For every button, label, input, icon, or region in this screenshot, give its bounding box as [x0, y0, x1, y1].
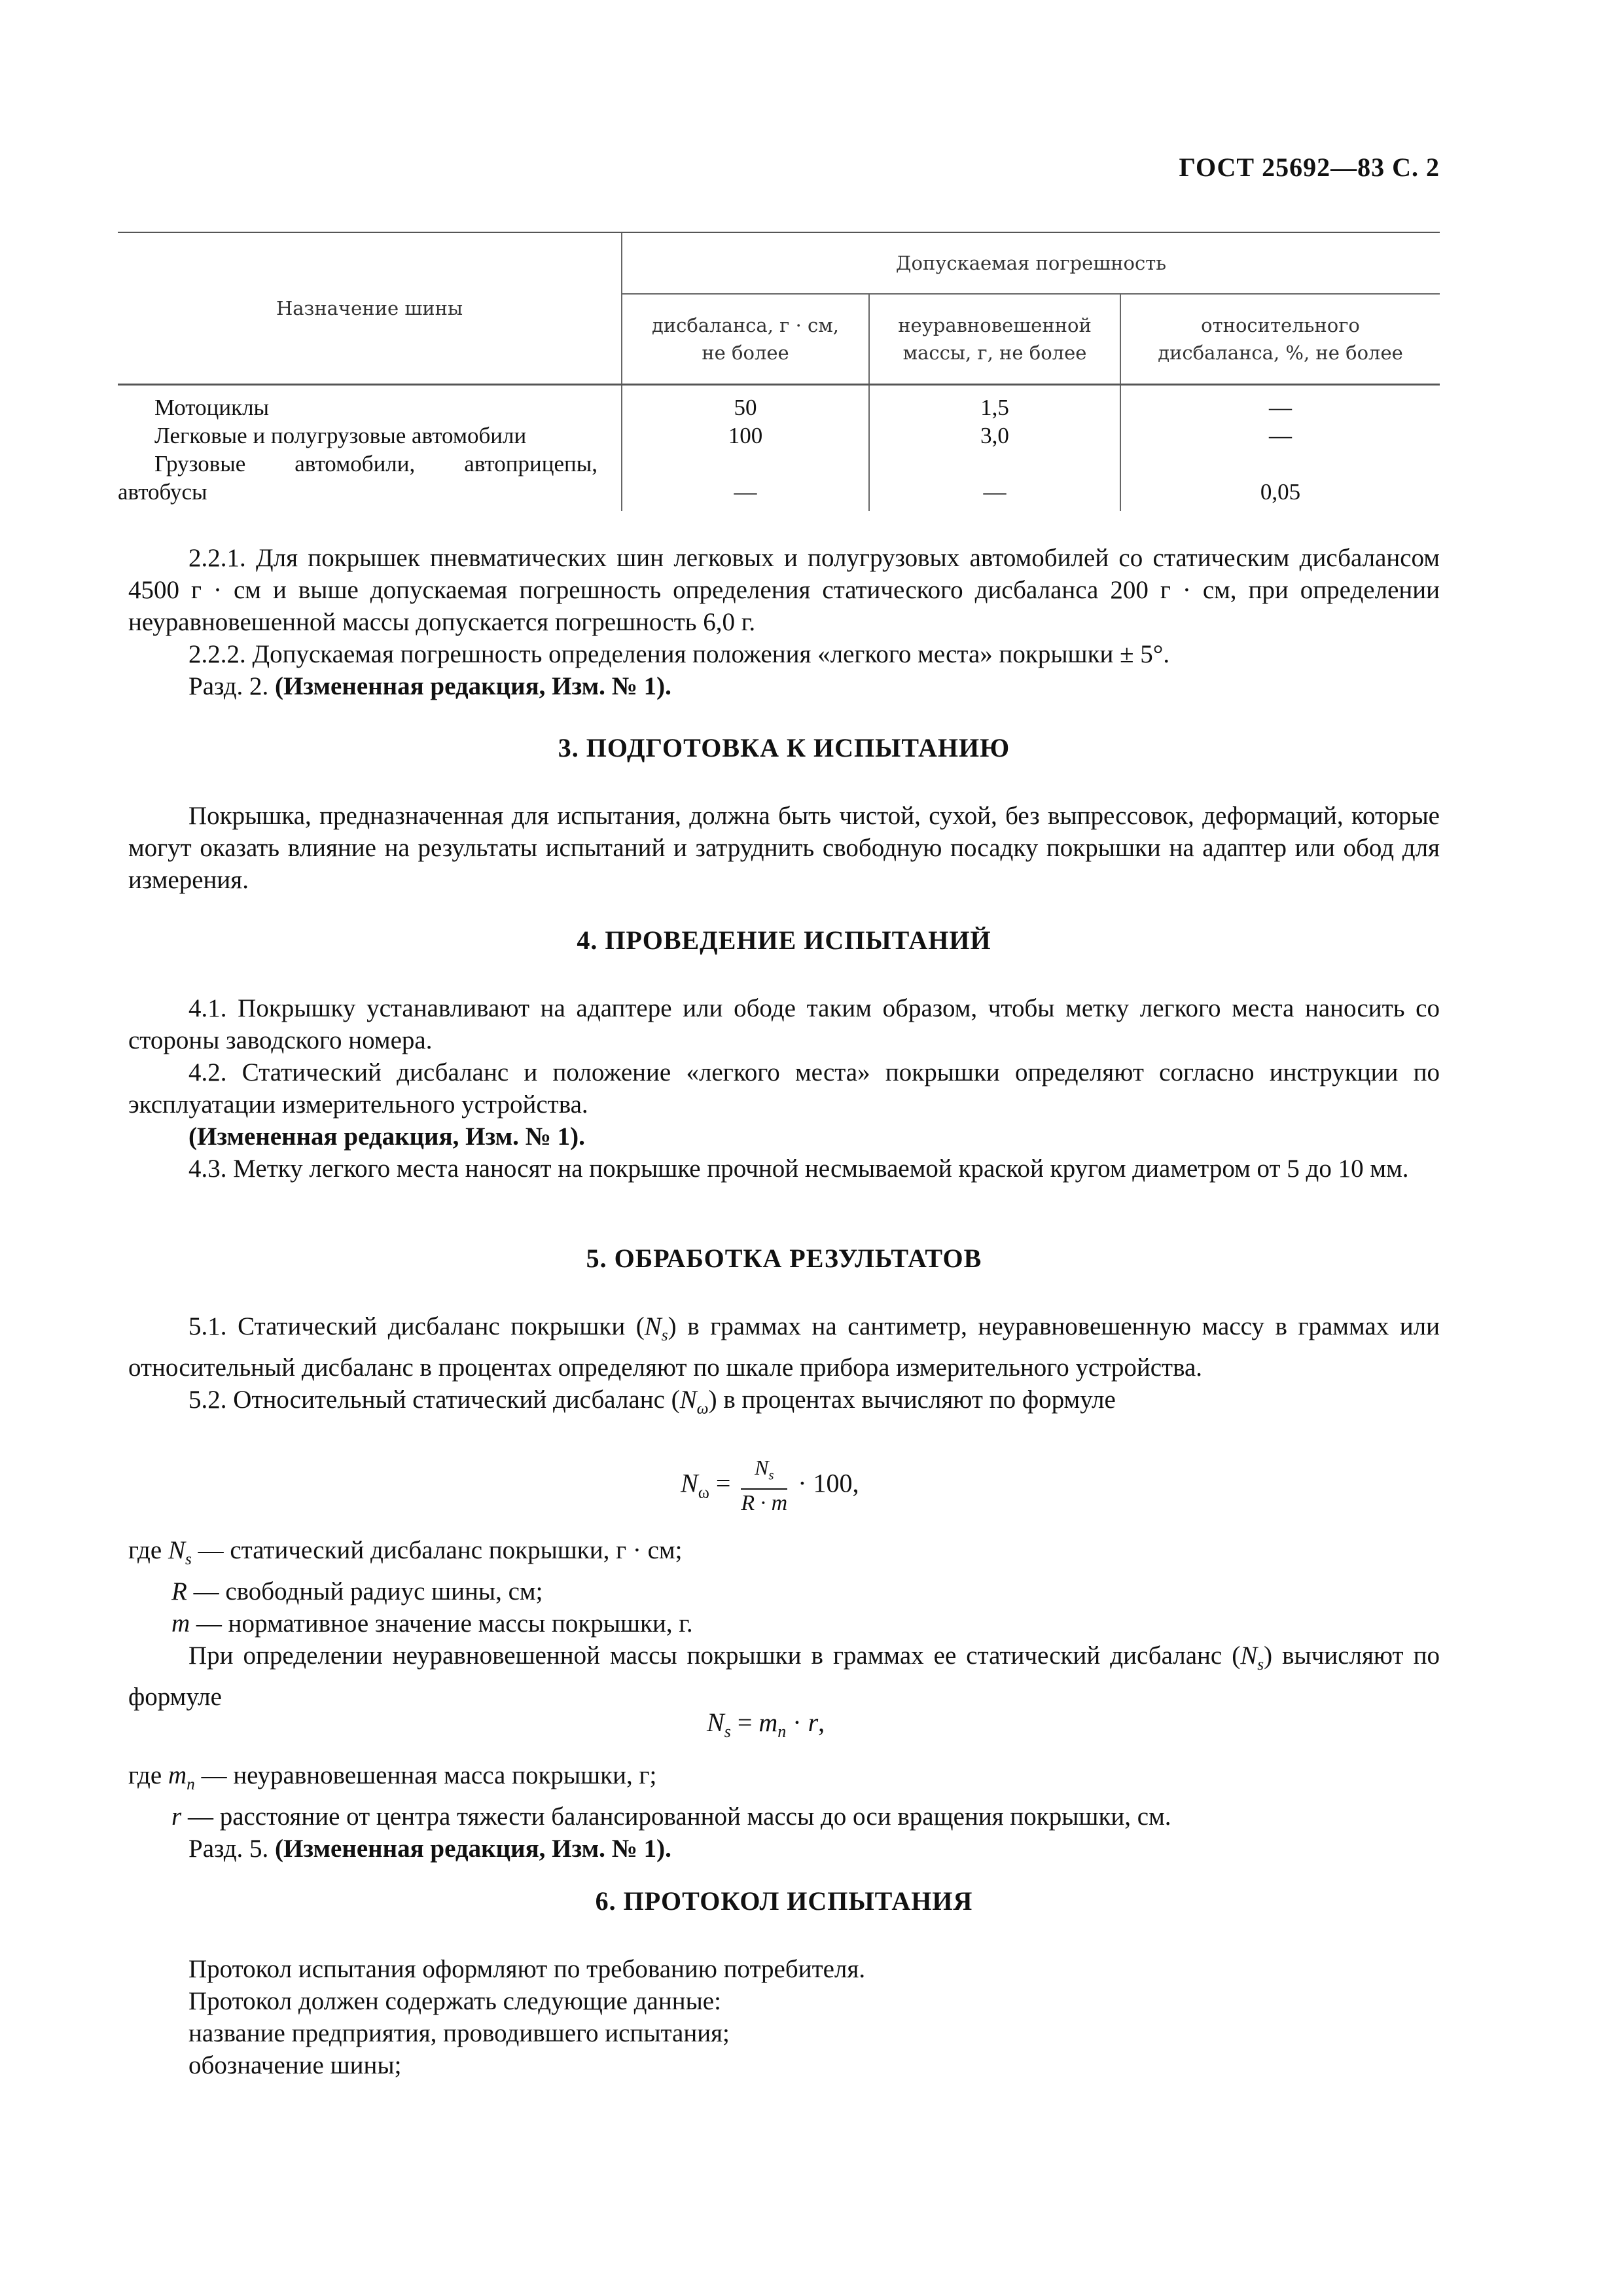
table-row: Легковые и полугрузовые автомобили 100 3,0 —	[118, 422, 1440, 450]
heading-section-5: 5. ОБРАБОТКА РЕЗУЛЬТАТОВ	[586, 1244, 982, 1273]
list-item: Протокол должен содержать следующие данные:	[188, 1987, 721, 2015]
list-item: название предприятия, проводившего испытания;	[188, 2019, 730, 2047]
heading-section-6: 6. ПРОТОКОЛ ИСПЫТАНИЯ	[595, 1886, 973, 1916]
para-5-1: 5.1. Статический дисбаланс покрышки $(N_s)$ в граммах на сантиметр, неуравновешенную массу в граммах или относительный дисбаланс в процентах определяют по шкале прибора измерительного устройства.	[128, 1312, 1440, 1382]
def-r-dist: — расстояние от центра тяжести балансированной массы до оси вращения покрышки, см.	[187, 1802, 1171, 1831]
def-m: — нормативное значение массы покрышки, г.	[196, 1609, 693, 1638]
def-ns: — статический дисбаланс покрышки, г · см;	[198, 1536, 683, 1564]
para-3: Покрышка, предназначенная для испытания, должна быть чистой, сухой, без выпрессовок, деформаций, которые могут оказать влияние на результаты испытаний и затруднить свободную посадку покрышки на адаптер или обод для измерения.	[128, 802, 1440, 894]
table-col-relative: относительного дисбаланса, %, не более	[1120, 294, 1440, 385]
def-mn: — неуравновешенная масса покрышки, г;	[201, 1761, 657, 1789]
para-4-2: 4.2. Статический дисбаланс и положение «легкого места» покрышки определяют согласно инструкции по эксплуатации измерительного устройства.	[128, 1058, 1440, 1119]
amend-note-razd5: Разд. 5. (Измененная редакция, Изм. № 1).	[188, 1834, 671, 1863]
heading-section-3: 3. ПОДГОТОВКА К ИСПЫТАНИЮ	[558, 733, 1010, 762]
para-4-1: 4.1. Покрышку устанавливают на адаптере или ободе таким образом, чтобы метку легкого места наносить со стороны заводского номера.	[128, 994, 1440, 1054]
para-4-3: 4.3. Метку легкого места наносят на покрышке прочной несмываемой краской кругом диаметром от 5 до 10 мм.	[188, 1155, 1409, 1183]
list-item: Протокол испытания оформляют по требованию потребителя.	[188, 1955, 866, 1983]
table-col-mass: неуравновешенной массы, г, не более	[869, 294, 1120, 385]
table-row: Грузовые автомобили, автоприцепы, автобусы — — 0,05	[118, 450, 1440, 511]
para-5-3: При определении неуравновешенной массы покрышки в граммах ее статический дисбаланс $(N_s)$ вычисляют по формуле	[128, 1641, 1440, 1711]
formula-static-imbalance: $N_s = m_n \cdot r$,	[707, 1708, 825, 1741]
para-2-2-2: 2.2.2. Допускаемая погрешность определения положения «легкого места» покрышки ± 5°.	[188, 640, 1170, 668]
list-item: обозначение шины;	[188, 2051, 402, 2079]
amend-note-razd2: Разд. 2. (Измененная редакция, Изм. № 1).	[188, 672, 671, 700]
table-col-group: Допускаемая погрешность	[622, 232, 1440, 294]
page-header: ГОСТ 25692—83 С. 2	[1179, 152, 1440, 182]
formula-relative-imbalance: $N_\omega$ = $\frac{N_s}{R \cdot m}$ · 100,	[681, 1456, 859, 1516]
table-col-imbalance: дисбаланса, г · см, не более	[622, 294, 869, 385]
def-r: — свободный радиус шины, см;	[193, 1577, 543, 1605]
para-5-2: 5.2. Относительный статический дисбаланс $(N_\omega)$ в процентах вычисляют по формуле	[188, 1385, 1116, 1418]
para-2-2-1: 2.2.1. Для покрышек пневматических шин легковых и полугрузовых автомобилей со статическим дисбалансом 4500 г · см и выше допускаемая погрешность определения статического дисбаланса 200 г · см, при определении неуравновешенной массы допускается погрешность 6,0 г.	[128, 544, 1440, 636]
tolerance-table	[118, 232, 1440, 511]
amend-note-4: (Измененная редакция, Изм. № 1).	[188, 1122, 585, 1151]
table-row: Мотоциклы 50 1,5 —	[118, 385, 1440, 422]
table-col-main: Назначение шины	[118, 232, 622, 385]
heading-section-4: 4. ПРОВЕДЕНИЕ ИСПЫТАНИЙ	[577, 925, 991, 955]
